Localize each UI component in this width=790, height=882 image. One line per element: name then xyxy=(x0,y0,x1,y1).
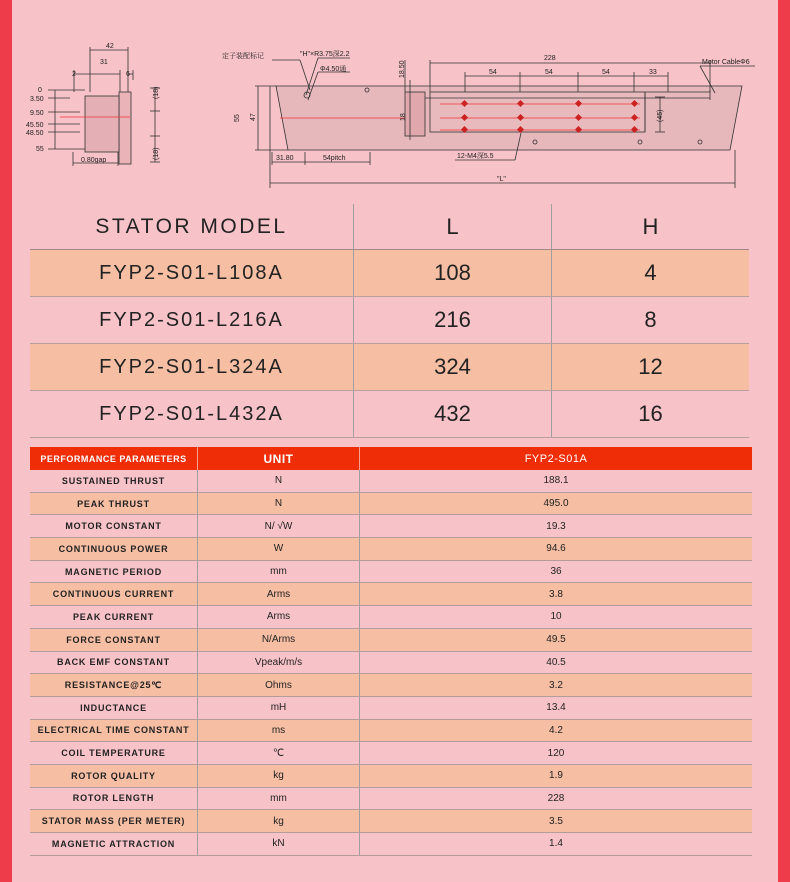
dim-6: 6 xyxy=(126,71,130,78)
header-h: H xyxy=(551,204,749,249)
dim-18-bottom: (18) xyxy=(153,147,160,160)
table-row xyxy=(30,493,752,516)
stator-model-cell: FYP2-S01-L324A xyxy=(99,355,284,378)
dim-31: 31 xyxy=(100,59,108,66)
value-cell: 40.5 xyxy=(359,652,752,674)
stator-model-cell: FYP2-S01-L216A xyxy=(99,308,284,331)
table-row xyxy=(30,297,749,344)
stator-l-cell: 216 xyxy=(353,297,551,343)
table-row xyxy=(30,470,752,493)
table-row xyxy=(30,515,752,538)
param-name-cell: CONTINUOUS POWER xyxy=(58,543,169,554)
unit-cell: Ohms xyxy=(197,674,359,696)
stator-h-cell: 4 xyxy=(551,250,749,296)
stator-table xyxy=(30,204,749,438)
stator-header-row xyxy=(30,204,749,250)
value-cell: 4.2 xyxy=(359,720,752,742)
header-model-value: FYP2-S01A xyxy=(359,447,752,470)
value-cell: 36 xyxy=(359,561,752,583)
param-name-cell: BACK EMF CONSTANT xyxy=(57,657,170,668)
param-name-cell: ROTOR LENGTH xyxy=(72,793,155,804)
unit-cell: mm xyxy=(197,561,359,583)
header-unit: UNIT xyxy=(197,447,359,470)
unit-cell: mm xyxy=(197,788,359,810)
table-row xyxy=(30,674,752,697)
value-cell: 3.2 xyxy=(359,674,752,696)
stator-model-cell: FYP2-S01-L432A xyxy=(99,402,284,425)
param-name-cell: ROTOR QUALITY xyxy=(71,770,156,781)
unit-cell: N/Arms xyxy=(197,629,359,651)
unit-cell: kg xyxy=(197,810,359,832)
dim-42: 42 xyxy=(106,43,114,50)
value-cell: 19.3 xyxy=(359,515,752,537)
table-row xyxy=(30,344,749,391)
dim-3-50: 3.50 xyxy=(30,96,44,103)
param-name-cell: SUSTAINED THRUST xyxy=(61,475,166,486)
table-row xyxy=(30,561,752,584)
param-name-cell: MAGNETIC PERIOD xyxy=(64,566,162,577)
table-row xyxy=(30,742,752,765)
table-row xyxy=(30,788,752,811)
value-cell: 120 xyxy=(359,742,752,764)
param-name-cell: ELECTRICAL TIME CONSTANT xyxy=(37,725,190,736)
hole-h-label: "H"×R3.75深2.2 xyxy=(300,51,350,58)
performance-header-row xyxy=(30,447,752,470)
unit-cell: W xyxy=(197,538,359,560)
dim-54-a: 54 xyxy=(489,69,497,76)
performance-table xyxy=(30,447,752,856)
stator-model-cell: FYP2-S01-L108A xyxy=(99,261,284,284)
dim-55-left: 55 xyxy=(36,146,44,153)
unit-cell: Arms xyxy=(197,583,359,605)
value-cell: 13.4 xyxy=(359,697,752,719)
unit-cell: kg xyxy=(197,765,359,787)
stator-l-cell: 432 xyxy=(353,391,551,437)
value-cell: 3.8 xyxy=(359,583,752,605)
m4-hole-label: 12-M4深5.5 xyxy=(457,153,494,160)
value-cell: 228 xyxy=(359,788,752,810)
dim-228: 228 xyxy=(544,55,556,62)
value-cell: 94.6 xyxy=(359,538,752,560)
dim-48-50: 48.50 xyxy=(26,130,44,137)
unit-cell: N xyxy=(197,493,359,515)
hole-d-label: Φ4.50通 xyxy=(320,66,347,73)
table-row xyxy=(30,250,749,297)
unit-cell: mH xyxy=(197,697,359,719)
dim-33: 33 xyxy=(649,69,657,76)
param-name-cell: COIL TEMPERATURE xyxy=(61,748,166,759)
value-cell: 49.5 xyxy=(359,629,752,651)
table-row xyxy=(30,391,749,438)
table-row xyxy=(30,810,752,833)
stator-l-cell: 108 xyxy=(353,250,551,296)
stator-h-cell: 12 xyxy=(551,344,749,390)
param-name-cell: RESISTANCE@25℃ xyxy=(64,679,163,690)
stator-l-cell: 324 xyxy=(353,344,551,390)
param-name-cell: MAGNETIC ATTRACTION xyxy=(51,838,176,849)
stator-h-cell: 16 xyxy=(551,391,749,437)
unit-cell: Vpeak/m/s xyxy=(197,652,359,674)
value-cell: 3.5 xyxy=(359,810,752,832)
dim-L: "L" xyxy=(497,176,506,183)
value-cell: 1.4 xyxy=(359,833,752,855)
dim-54-b: 54 xyxy=(545,69,553,76)
pitch-label: 54pitch xyxy=(323,155,346,162)
table-row xyxy=(30,720,752,743)
value-cell: 1.9 xyxy=(359,765,752,787)
dim-45: (45) xyxy=(657,109,664,122)
table-row xyxy=(30,652,752,675)
table-row xyxy=(30,697,752,720)
dim-0: 0 xyxy=(38,87,42,94)
table-row xyxy=(30,538,752,561)
dim-9-50: 9.50 xyxy=(30,110,44,117)
unit-cell: ℃ xyxy=(197,742,359,764)
table-row xyxy=(30,629,752,652)
motor-cable-label: Motor CableΦ6 xyxy=(702,59,750,66)
dim-47: 47 xyxy=(250,113,257,121)
param-name-cell: FORCE CONSTANT xyxy=(66,634,161,645)
table-row xyxy=(30,765,752,788)
param-name-cell: INDUCTANCE xyxy=(80,702,147,713)
value-cell: 188.1 xyxy=(359,470,752,492)
param-name-cell: MOTOR CONSTANT xyxy=(65,521,162,532)
dim-18-50: 18.50 xyxy=(399,60,406,78)
unit-cell: ms xyxy=(197,720,359,742)
technical-drawing xyxy=(0,0,790,195)
unit-cell: Arms xyxy=(197,606,359,628)
dim-18: 18 xyxy=(400,113,407,121)
header-stator-model: STATOR MODEL xyxy=(95,214,288,238)
unit-cell: N xyxy=(197,470,359,492)
table-row xyxy=(30,606,752,629)
param-name-cell: PEAK CURRENT xyxy=(72,611,155,622)
dim-55: 55 xyxy=(234,114,241,122)
table-row xyxy=(30,833,752,856)
dim-54-c: 54 xyxy=(602,69,610,76)
unit-cell: kN xyxy=(197,833,359,855)
stator-h-cell: 8 xyxy=(551,297,749,343)
gap-label: 0.80gap xyxy=(81,157,107,164)
dim-45-50: 45.50 xyxy=(26,122,44,129)
table-row xyxy=(30,583,752,606)
value-cell: 10 xyxy=(359,606,752,628)
performance-rows xyxy=(30,470,752,856)
stator-marker-label: 定子装配标记 xyxy=(222,53,264,60)
dim-18-top: (18) xyxy=(153,86,160,99)
param-name-cell: STATOR MASS (PER METER) xyxy=(41,816,186,827)
unit-cell: N/ √W xyxy=(197,515,359,537)
value-cell: 495.0 xyxy=(359,493,752,515)
header-l: L xyxy=(353,204,551,249)
header-performance-parameters: PERFORMANCE PARAMETERS xyxy=(40,453,187,464)
dim-2: 2 xyxy=(72,71,76,78)
dim-31-80: 31.80 xyxy=(276,155,294,162)
param-name-cell: PEAK THRUST xyxy=(77,498,150,509)
param-name-cell: CONTINUOUS CURRENT xyxy=(52,589,175,600)
